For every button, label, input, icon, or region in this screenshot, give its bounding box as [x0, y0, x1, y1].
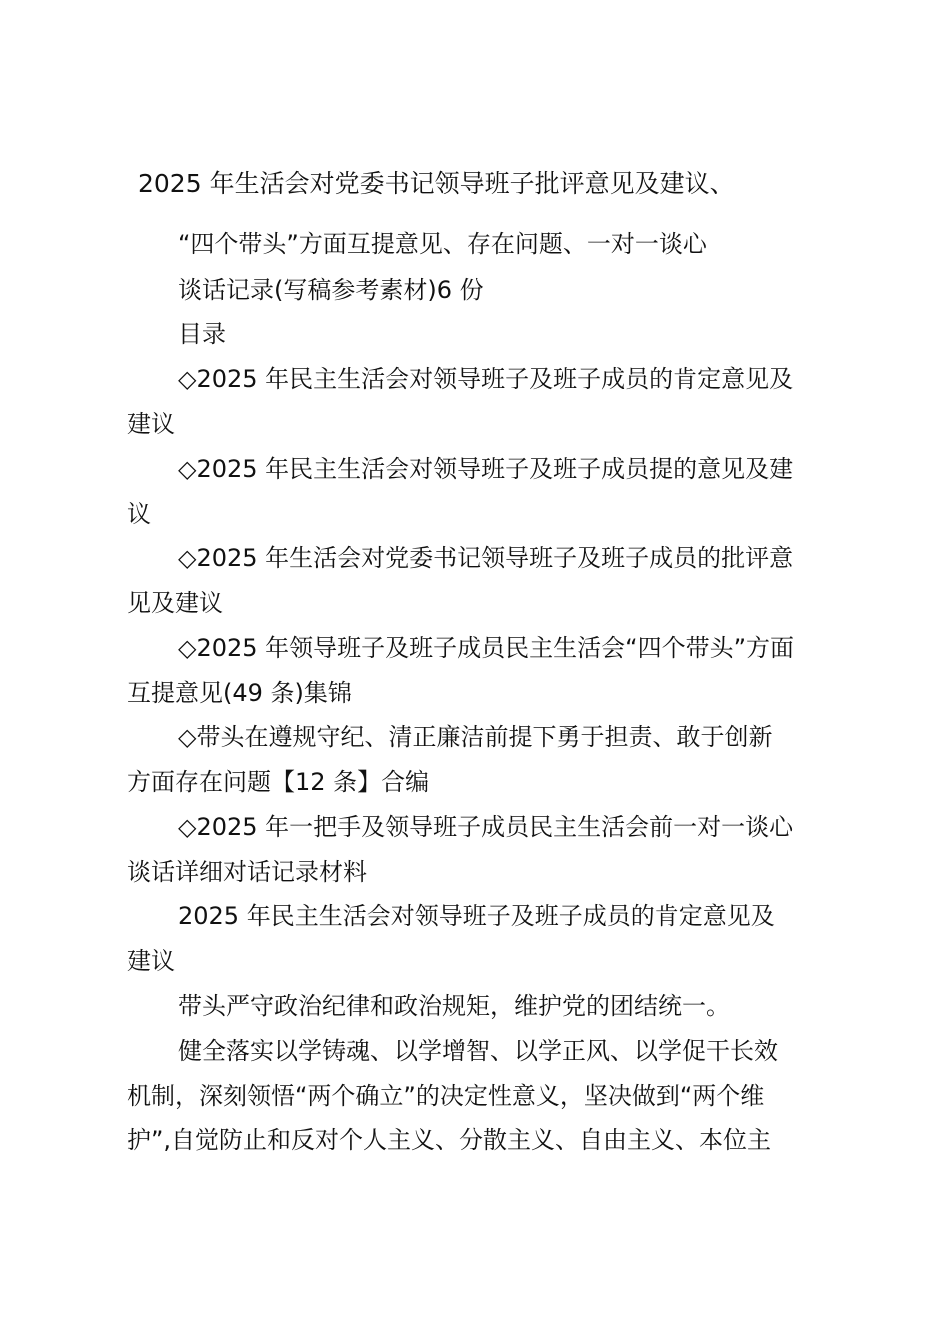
paragraph-1: 带头严守政治纪律和政治规矩，维护党的团结统一。 — [178, 992, 730, 1020]
title-line-3: 谈话记录(写稿参考素材)6 份 — [178, 276, 484, 304]
toc-item-1-line-1: ◇2025 年民主生活会对领导班子及班子成员的肯定意见及 — [178, 365, 794, 393]
section-heading-line-2: 建议 — [127, 947, 175, 975]
paragraph-2-line-1: 健全落实以学铸魂、以学增智、以学正风、以学促干长效 — [178, 1037, 778, 1065]
section-heading-line-1: 2025 年民主生活会对领导班子及班子成员的肯定意见及 — [178, 902, 775, 930]
toc-item-5-line-1: ◇带头在遵规守纪、清正廉洁前提下勇于担责、敢于创新 — [178, 723, 773, 751]
title-line-2: “四个带头”方面互提意见、存在问题、一对一谈心 — [178, 230, 707, 258]
toc-item-4-line-2: 互提意见(49 条)集锦 — [127, 679, 352, 707]
paragraph-2-line-3: 护”,自觉防止和反对个人主义、分散主义、自由主义、本位主 — [127, 1126, 772, 1154]
toc-item-2-line-1: ◇2025 年民主生活会对领导班子及班子成员提的意见及建 — [178, 455, 794, 483]
title-line-1: 2025 年生活会对党委书记领导班子批评意见及建议、 — [138, 169, 735, 198]
toc-item-2-line-2: 议 — [127, 500, 151, 528]
toc-item-5-line-2: 方面存在问题【12 条】合编 — [127, 768, 430, 796]
toc-item-3-line-2: 见及建议 — [127, 589, 223, 617]
toc-item-1-line-2: 建议 — [127, 410, 175, 438]
toc-item-6-line-2: 谈话详细对话记录材料 — [127, 858, 367, 886]
toc-item-6-line-1: ◇2025 年一把手及领导班子成员民主生活会前一对一谈心 — [178, 813, 794, 841]
toc-item-4-line-1: ◇2025 年领导班子及班子成员民主生活会“四个带头”方面 — [178, 634, 795, 662]
paragraph-2-line-2: 机制，深刻领悟“两个确立”的决定性意义，坚决做到“两个维 — [127, 1082, 765, 1110]
toc-item-3-line-1: ◇2025 年生活会对党委书记领导班子及班子成员的批评意 — [178, 544, 794, 572]
toc-heading: 目录 — [178, 320, 226, 348]
